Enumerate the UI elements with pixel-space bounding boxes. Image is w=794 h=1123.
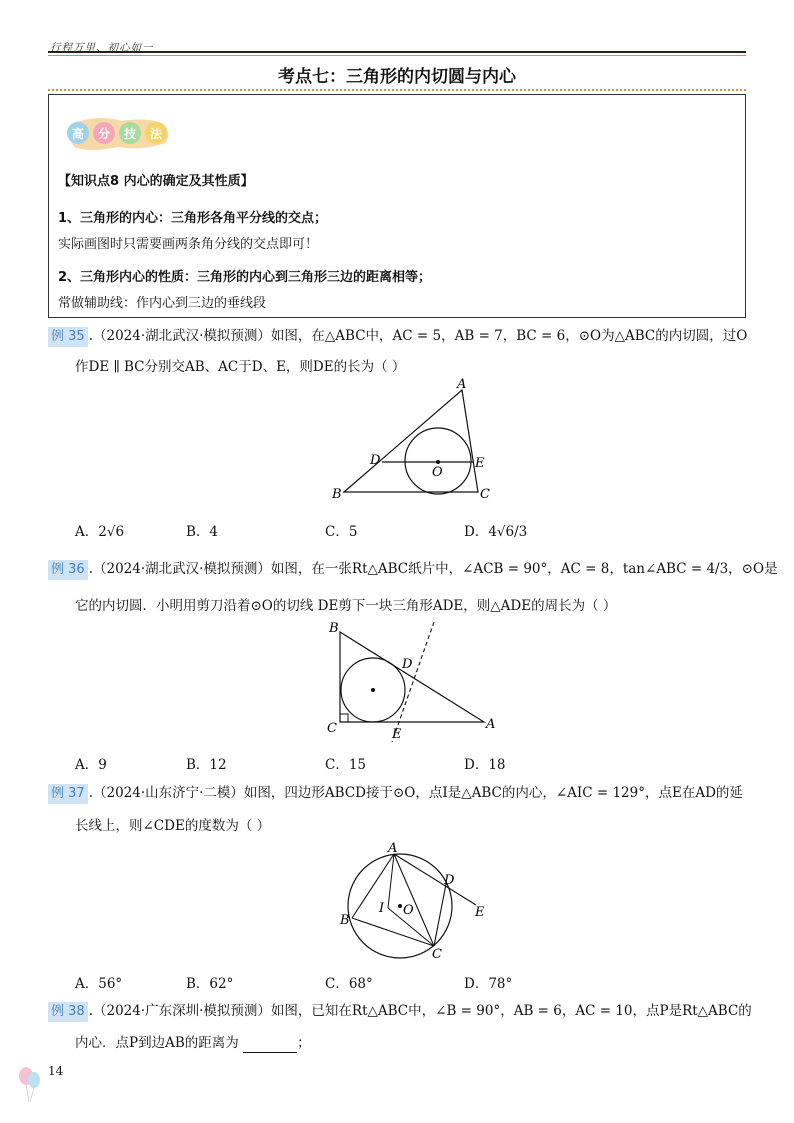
page-title: 考点七：三角形的内切圆与内心 <box>278 67 516 87</box>
label-d: D <box>370 453 381 468</box>
knowledge-heading: 【知识点8 内心的确定及其性质】 <box>58 174 254 189</box>
knowledge-drawing-tip: 实际画图时只需要画两条角分线的交点即可！ <box>58 237 319 252</box>
example-36-figure <box>320 618 510 742</box>
example-37-option-c[interactable]: C．68° <box>325 976 373 992</box>
example-35-line1 <box>48 326 747 347</box>
example-38-line2 <box>75 1033 311 1053</box>
page-number: 14 <box>48 1064 64 1078</box>
example-36-line1 <box>48 559 778 580</box>
example-35-option-c[interactable]: C．5 <box>325 524 358 540</box>
label-e: E <box>475 456 485 471</box>
badge-char-4: 法 <box>150 127 163 141</box>
title-divider <box>48 89 746 91</box>
example-36-tag: 例 36 <box>48 560 88 580</box>
header-rule-accent <box>48 55 746 56</box>
label-d: D <box>402 657 413 672</box>
label-o: O <box>403 903 414 918</box>
example-36-option-c[interactable]: C．15 <box>325 757 367 773</box>
label-e: E <box>392 727 402 742</box>
tangent-de <box>392 622 434 742</box>
label-a: A <box>388 841 398 856</box>
example-38-line1 <box>48 1001 752 1022</box>
label-o: O <box>432 465 443 480</box>
chord-cd <box>434 884 446 946</box>
label-d: D <box>444 873 455 888</box>
badge-char-2: 分 <box>98 127 111 141</box>
example-36-option-a[interactable]: A．9 <box>75 757 107 773</box>
example-35-tag: 例 35 <box>48 327 88 347</box>
chord-bc <box>352 918 434 946</box>
label-c: C <box>327 721 337 736</box>
example-35-figure <box>320 378 510 502</box>
example-36-option-d[interactable]: D．18 <box>464 757 506 773</box>
knowledge-aux-line: 常做辅助线：作内心到三边的垂线段 <box>58 296 267 311</box>
example-37-option-b[interactable]: B．62° <box>186 976 234 992</box>
label-c: C <box>480 487 490 502</box>
label-b: B <box>332 487 342 502</box>
header-motto: 行程万里、初心如一 <box>50 42 154 54</box>
example-36-option-b[interactable]: B．12 <box>186 757 227 773</box>
badge-high-score-tips <box>62 113 174 153</box>
triangle-abc <box>344 390 478 492</box>
center-o <box>398 904 402 908</box>
label-b: B <box>340 913 350 928</box>
example-37-line2: 长线上，则∠CDE的度数为（ ） <box>75 818 271 834</box>
example-37-tag: 例 37 <box>48 784 88 804</box>
example-35-option-b[interactable]: B．4 <box>186 524 219 540</box>
example-37-line1 <box>48 783 743 804</box>
example-37-stem: .（2024·山东济宁·二模）如图，四边形ABCD接于⊙O，点I是△ABC的内心，∠AIC = 129°，点E在AD的延 <box>88 785 743 801</box>
example-37-option-d[interactable]: D．78° <box>464 976 513 992</box>
example-38-stem: .（2024·广东深圳·模拟预测）如图，已知在Rt△ABC中，∠B = 90°，AB = 6，AC = 10，点P是Rt△ABC的 <box>88 1003 752 1019</box>
example-35-option-a[interactable]: A．2√6 <box>75 524 125 540</box>
center-o <box>371 688 375 692</box>
label-a: A <box>486 717 496 732</box>
triangle-bca <box>340 632 484 722</box>
example-36-line2: 它的内切圆．小明用剪刀沿着⊙O的切线 DE剪下一块三角形ADE，则△ADE的周长为（ ） <box>75 598 617 614</box>
knowledge-incenter-property: 2、三角形内心的性质：三角形的内心到三角形三边的距离相等； <box>58 270 432 285</box>
center-o <box>436 460 440 464</box>
right-angle-mark <box>340 714 348 722</box>
chord-ad-extended <box>394 854 476 905</box>
chord-ac <box>394 854 434 946</box>
balloons-decoration <box>16 1064 44 1104</box>
label-b: B <box>329 621 339 636</box>
label-e: E <box>475 905 485 920</box>
label-c: C <box>432 947 442 962</box>
knowledge-incenter-def: 1、三角形的内心：三角形各角平分线的交点； <box>58 211 328 226</box>
label-i: I <box>379 901 385 916</box>
answer-blank[interactable] <box>243 1038 297 1053</box>
example-35-line2: 作DE ∥ BC分别交AB、AC于D、E，则DE的长为（ ） <box>75 359 406 375</box>
header-rule <box>48 51 746 53</box>
example-37-option-a[interactable]: A．56° <box>75 976 123 992</box>
example-37-figure <box>330 838 500 962</box>
example-38-stem-end: ； <box>297 1035 311 1051</box>
badge-char-3: 技 <box>124 127 137 141</box>
example-35-stem: .（2024·湖北武汉·模拟预测）如图，在△ABC中，AC = 5，AB = 7，BC = 6，⊙O为△ABC的内切圆，过O <box>88 328 748 344</box>
example-35-option-d[interactable]: D．4√6/3 <box>464 524 528 540</box>
label-a: A <box>457 378 467 392</box>
example-38-stem-part2: 内心．点P到边AB的距离为 <box>75 1035 239 1051</box>
example-36-stem: .（2024·湖北武汉·模拟预测）如图，在一张Rt△ABC纸片中，∠ACB = 90°，AC = 8，tan∠ABC = 4/3，⊙O是 <box>88 561 778 577</box>
badge-char-1: 高 <box>72 127 85 141</box>
example-38-tag: 例 38 <box>48 1002 88 1022</box>
